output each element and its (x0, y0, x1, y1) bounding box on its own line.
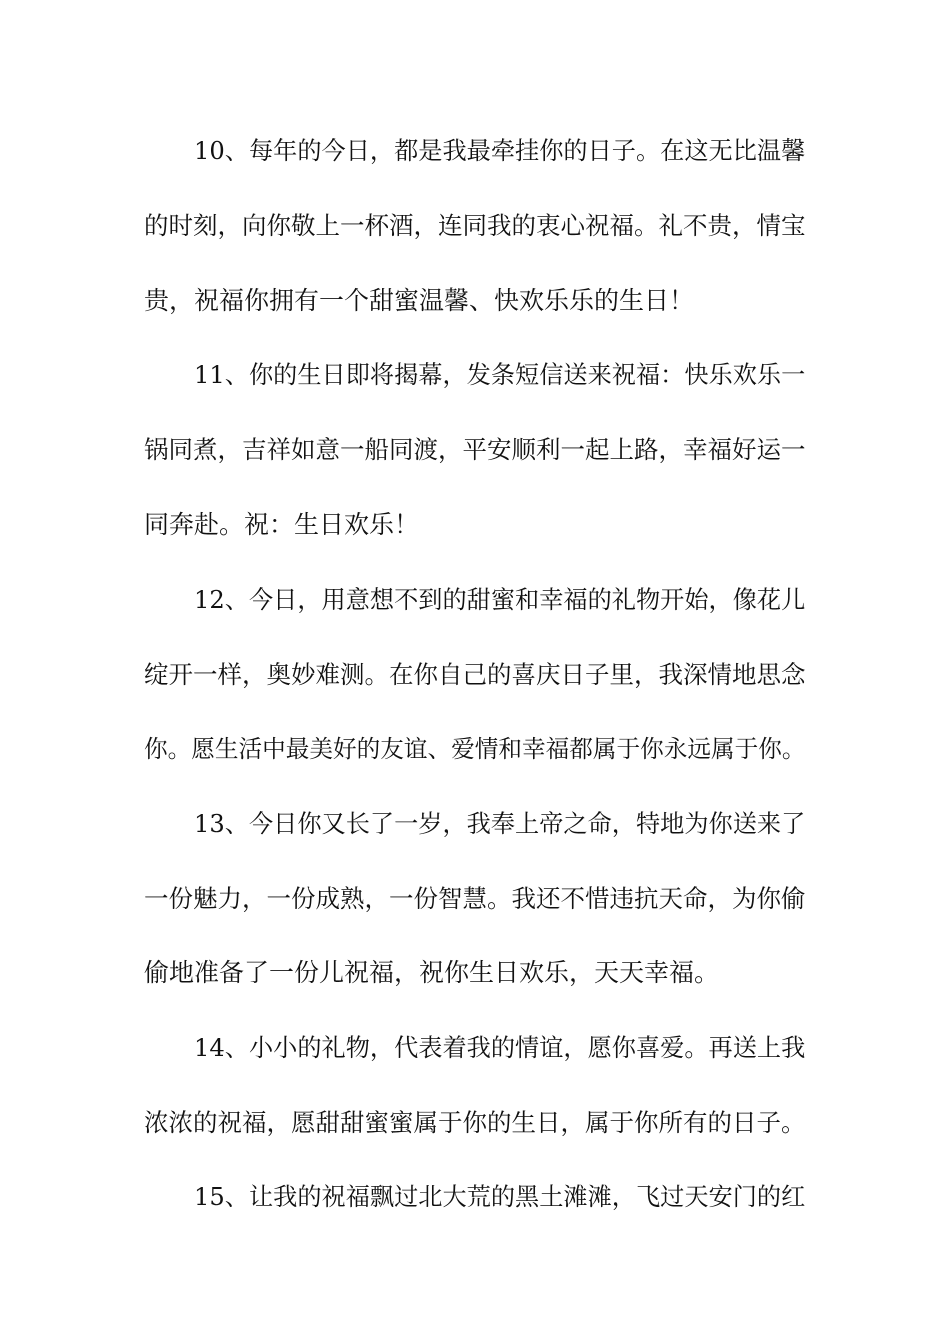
text-line: 15、让我的祝福飘过北大荒的黑土滩滩，飞过天安门的红 (194, 1183, 806, 1211)
text-line: 锅同煮，吉祥如意一船同渡，平安顺利一起上路，幸福好运一 (144, 435, 806, 464)
text-line: 偷地准备了一份儿祝福，祝你生日欢乐，天天幸福。 (144, 958, 720, 987)
text-line: 浓浓的祝福，愿甜甜蜜蜜属于你的生日，属于你所有的日子。 (144, 1108, 806, 1137)
text-line: 14、小小的礼物，代表着我的情谊，愿你喜爱。再送上我 (194, 1034, 806, 1062)
text-line: 一份魅力，一份成熟，一份智慧。我还不惜违抗天命，为你偷 (144, 884, 806, 913)
text-line: 你。愿生活中最美好的友谊、爱情和幸福都属于你永远属于你。 (144, 735, 806, 763)
text-line: 10、每年的今日，都是我最牵挂你的日子。在这无比温馨 (194, 137, 806, 165)
text-line: 的时刻，向你敬上一杯酒，连同我的衷心祝福。礼不贵，情宝 (144, 211, 806, 240)
text-line: 11、你的生日即将揭幕，发条短信送来祝福：快乐欢乐一 (194, 361, 806, 389)
text-line: 贵，祝福你拥有一个甜蜜温馨、快欢乐乐的生日！ (144, 286, 695, 315)
text-line: 同奔赴。祝：生日欢乐！ (144, 510, 420, 539)
text-line: 12、今日，用意想不到的甜蜜和幸福的礼物开始，像花儿 (194, 586, 806, 614)
text-line: 绽开一样，奥妙难测。在你自己的喜庆日子里，我深情地思念 (144, 660, 806, 689)
text-line: 13、今日你又长了一岁，我奉上帝之命，特地为你送来了 (194, 810, 806, 838)
